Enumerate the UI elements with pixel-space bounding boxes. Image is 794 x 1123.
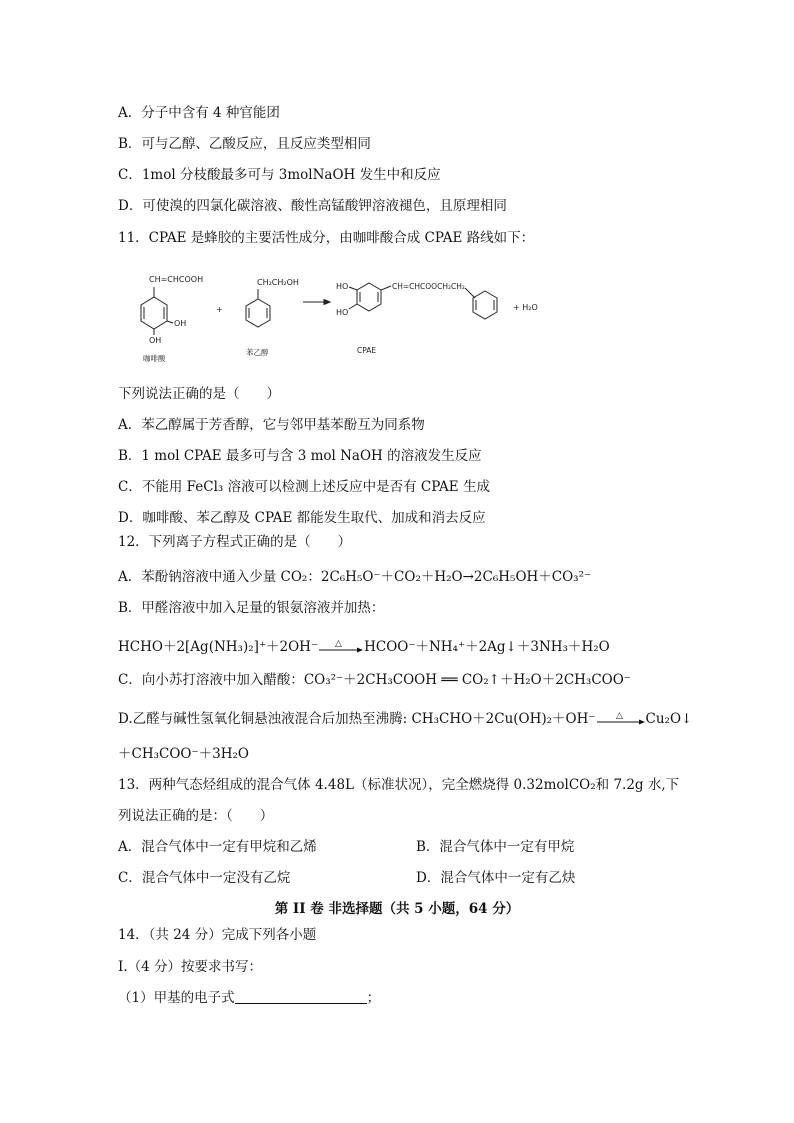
equation-left: HCHO＋2[Ag(NH₃)₂]⁺＋2OH⁻ [118,639,319,655]
q11-option-d: D．咖啡酸、苯乙醇及 CPAE 都能发生取代、加成和消去反应 [118,510,486,526]
caffeic-acid-structure [141,287,173,335]
answer-blank[interactable] [235,989,367,1004]
q13-option-d: D．混合气体中一定有乙炔 [416,870,576,886]
cpae-chain-label: CH=CHCOOCH₂CH₂ [392,282,465,291]
caffeic-oh-label: OH [149,336,162,345]
cpae-ho-label: HO [336,282,349,291]
equation-right: Cu₂O↓ [645,711,693,727]
heat-symbol: △ [615,710,623,721]
q11-stem: 11．CPAE 是蜂胶的主要活性成分，由咖啡酸合成 CPAE 路线如下： [118,230,535,246]
q14-part1: Ⅰ.（4 分）按要求书写： [118,959,263,975]
cpae-name: CPAE [357,346,377,355]
q14-item1-end: ； [366,990,381,1006]
q12-stem: 12．下列离子方程式正确的是（ ） [118,534,352,550]
part2-heading: 第 II 卷 非选择题（共 5 小题，64 分） [274,901,520,917]
reaction-arrow [303,300,330,305]
q12-option-b-equation [118,638,610,657]
q11-question: 下列说法正确的是（ ） [118,386,280,402]
caffeic-oh-label: OH [174,319,187,328]
q10-option-c: C．1mol 分枝酸最多可与 3molNaOH 发生中和反应 [118,167,441,183]
q12-option-a: A．苯酚钠溶液中通入少量 CO₂：2C₆H₅O⁻＋CO₂＋H₂O→2C₆H₅OH＋CO₃²⁻ [118,569,592,585]
q11-option-b: B．1 mol CPAE 最多可与含 3 mol NaOH 的溶液发生反应 [118,448,482,464]
q14-item1-label: （1）甲基的电子式 [118,990,235,1006]
heat-arrow [318,639,364,657]
q10-option-b: B．可与乙醇、乙酸反应，且反应类型相同 [118,136,371,152]
q10-option-d: D．可使溴的四氯化碳溶液、酸性高锰酸钾溶液褪色，且原理相同 [118,198,507,214]
q12-option-d-cont: ＋CH₃COO⁻＋3H₂O [118,746,249,762]
plus-sign: + [216,305,223,314]
water-product: + H₂O [513,303,538,312]
q13-option-a: A．混合气体中一定有甲烷和乙烯 [118,839,317,855]
equation-left: D.乙醛与碱性氢氧化铜悬浊液混合后加热至沸腾: CH₃CHO＋2Cu(OH)₂＋OH⁻ [118,711,596,727]
heat-symbol: △ [335,638,343,649]
q11-option-a: A．苯乙醇属于芳香醇，它与邻甲基苯酚互为同系物 [118,417,425,433]
phenethyl-alcohol-name: 苯乙醇 [246,348,269,357]
heat-arrow [596,711,646,729]
cpae-synthesis-scheme [125,265,565,365]
caffeic-chain-label: CH=CHCOOH [149,275,204,284]
equation-right: HCOO⁻＋NH₄⁺＋2Ag↓＋3NH₃＋H₂O [364,639,610,655]
q11-option-c: C．不能用 FeCl₃ 溶液可以检测上述反应中是否有 CPAE 生成 [118,479,490,495]
q12-option-c: C．向小苏打溶液中加入醋酸：CO₃²⁻＋2CH₃COOH ══ CO₂↑＋H₂O＋2CH₃COO⁻ [118,672,631,688]
q13-stem-line1: 13．两种气态烃组成的混合气体 4.48L（标准状况），完全燃烧得 0.32molCO₂和 7.2g 水,下 [118,777,680,793]
q13-option-b: B．混合气体中一定有甲烷 [416,839,575,855]
q12-option-b-intro: B．甲醛溶液中加入足量的银氨溶液并加热： [118,600,385,616]
phenethyl-chain-label: CH₂CH₂OH [257,278,299,287]
cpae-ho-label: HO [336,308,349,317]
q12-option-d [118,710,692,729]
caffeic-acid-name: 咖啡酸 [143,354,166,363]
q13-stem-line2: 列说法正确的是：（ ） [118,808,274,824]
q14-stem: 14．（共 24 分）完成下列各小题 [118,927,317,943]
q10-option-a: A．分子中含有 4 种官能团 [118,105,280,121]
phenethyl-alcohol-structure [246,289,270,327]
q14-item1 [118,989,380,1007]
q13-option-c: C．混合气体中一定没有乙烷 [118,870,291,886]
